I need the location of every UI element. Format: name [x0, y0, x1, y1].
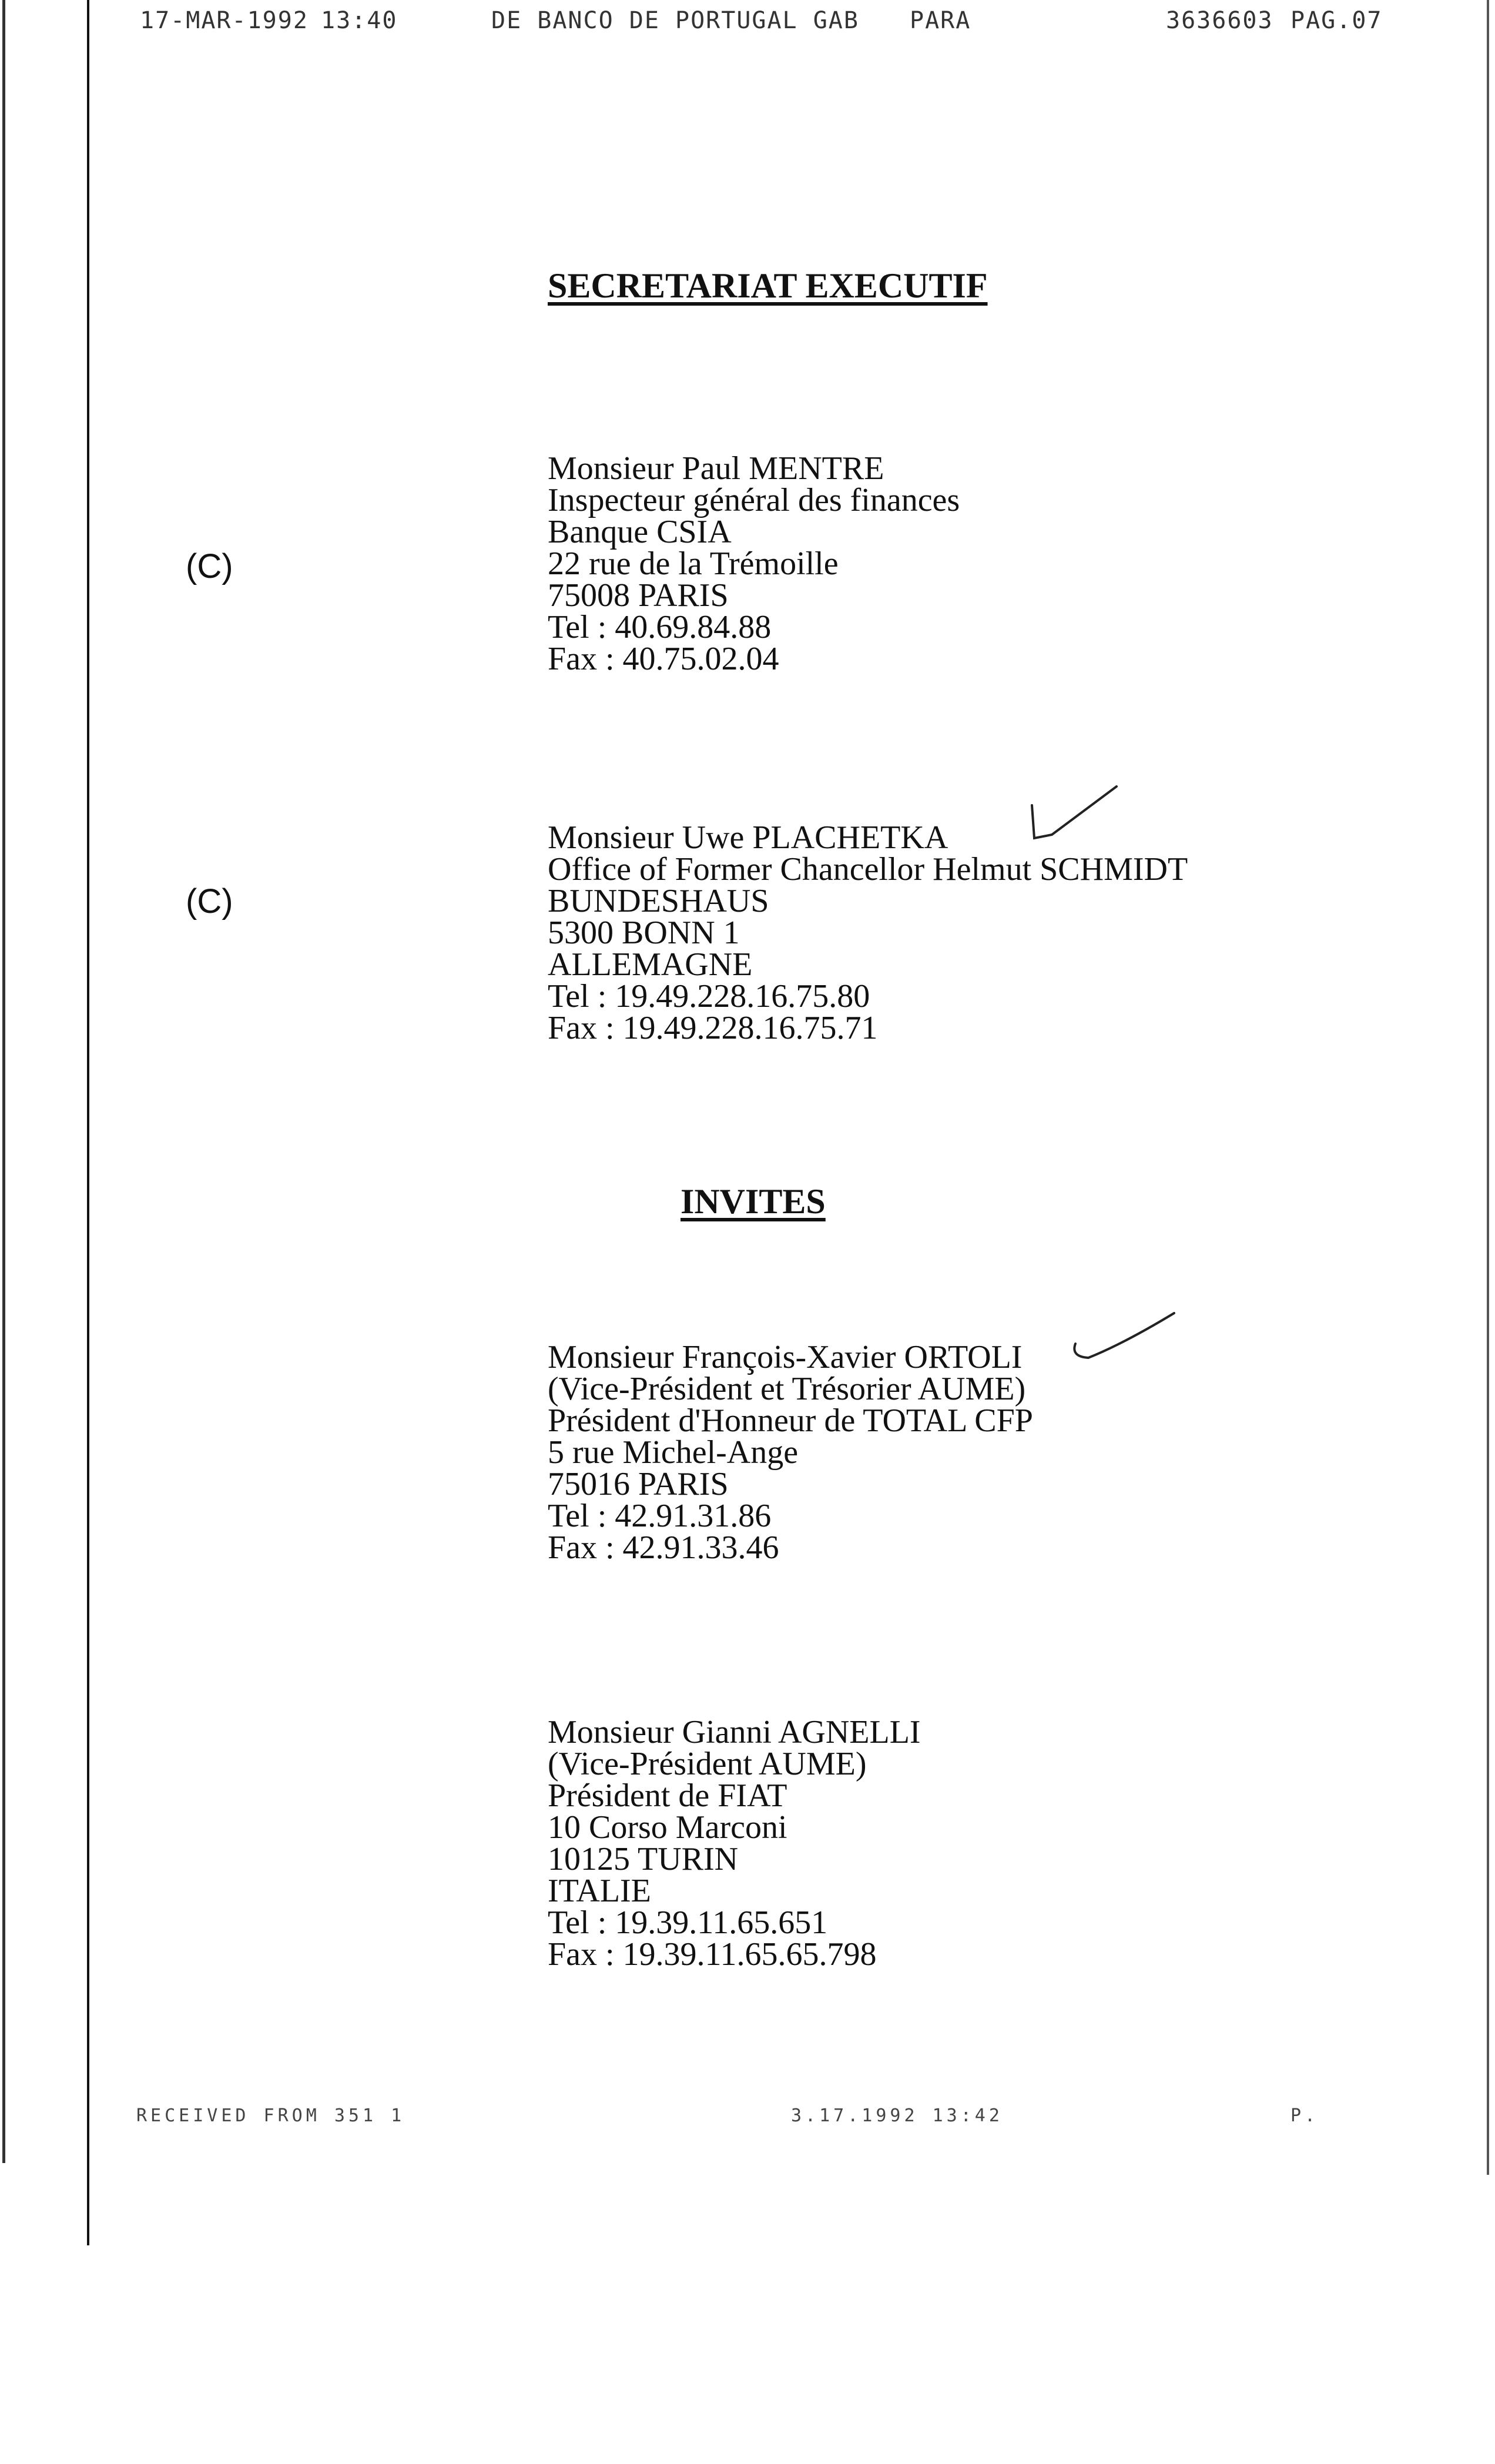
contact-line: Monsieur François-Xavier ORTOLI	[548, 1339, 1023, 1375]
contact-line: 5300 BONN 1	[548, 915, 740, 951]
contact-line: Tel : 40.69.84.88	[548, 609, 772, 645]
contact-card-ortoli	[548, 1341, 1033, 1564]
fax-date: 17-MAR-1992	[140, 7, 309, 34]
fax-received-timestamp: 3.17.1992 13:42	[791, 2105, 1003, 2126]
contact-line: Office of Former Chancellor Helmut SCHMIDT	[548, 851, 1188, 888]
contact-line: ITALIE	[548, 1873, 651, 1909]
contact-card-mentre	[548, 450, 960, 677]
left-margin-line	[87, 0, 89, 2245]
checkmark-icon	[1071, 1308, 1176, 1367]
left-edge-line	[2, 0, 5, 2163]
contact-line: ALLEMAGNE	[548, 946, 753, 983]
contact-line: Président de FIAT	[548, 1777, 787, 1814]
contact-line: Monsieur Paul MENTRE	[548, 450, 884, 487]
contact-line: Monsieur Uwe PLACHETKA	[548, 819, 948, 856]
fax-to-label: PARA	[910, 7, 971, 34]
contact-line: Fax : 40.75.02.04	[548, 641, 779, 677]
contact-line: Fax : 19.39.11.65.65.798	[548, 1936, 877, 1973]
contact-line: 75016 PARIS	[548, 1466, 729, 1502]
contact-line: 10125 TURIN	[548, 1841, 739, 1877]
contact-line: (Vice-Président et Trésorier AUME)	[548, 1371, 1026, 1407]
fax-number: 3636603	[1166, 7, 1273, 34]
contact-line: Banque CSIA	[548, 514, 732, 550]
fax-footer-page: P.	[1290, 2105, 1319, 2126]
contact-line: Fax : 19.49.228.16.75.71	[548, 1010, 878, 1046]
contact-line: Fax : 42.91.33.46	[548, 1529, 779, 1566]
invites-heading: INVITES	[681, 1182, 826, 1221]
fax-page: PAG.07	[1290, 7, 1383, 34]
contact-card-agnelli	[548, 1714, 921, 1973]
contact-line: (Vice-Président AUME)	[548, 1746, 867, 1782]
contact-line: Inspecteur général des finances	[548, 482, 960, 518]
contact-line: Tel : 42.91.31.86	[548, 1498, 772, 1534]
checkmark-icon	[1028, 782, 1122, 846]
contact-line: 10 Corso Marconi	[548, 1809, 787, 1846]
secretariat-heading: SECRETARIAT EXECUTIF	[548, 266, 988, 305]
contact-line: BUNDESHAUS	[548, 883, 769, 919]
contact-line: Président d'Honneur de TOTAL CFP	[548, 1402, 1033, 1439]
contact-line: 22 rue de la Trémoille	[548, 545, 839, 582]
fax-time: 13:40	[321, 7, 398, 34]
contact-line: 75008 PARIS	[548, 577, 729, 614]
contact-line: Tel : 19.49.228.16.75.80	[548, 978, 870, 1015]
contact-marker: (C)	[186, 882, 233, 920]
contact-line: Monsieur Gianni AGNELLI	[548, 1714, 921, 1750]
right-edge-line	[1487, 0, 1489, 2175]
fax-sender: DE BANCO DE PORTUGAL GAB	[491, 7, 859, 34]
contact-marker: (C)	[186, 547, 233, 585]
contact-line: Tel : 19.39.11.65.651	[548, 1904, 828, 1941]
fax-received-from: RECEIVED FROM 351 1	[136, 2105, 405, 2126]
contact-card-plachetka	[548, 819, 1188, 1046]
contact-line: 5 rue Michel-Ange	[548, 1434, 799, 1471]
